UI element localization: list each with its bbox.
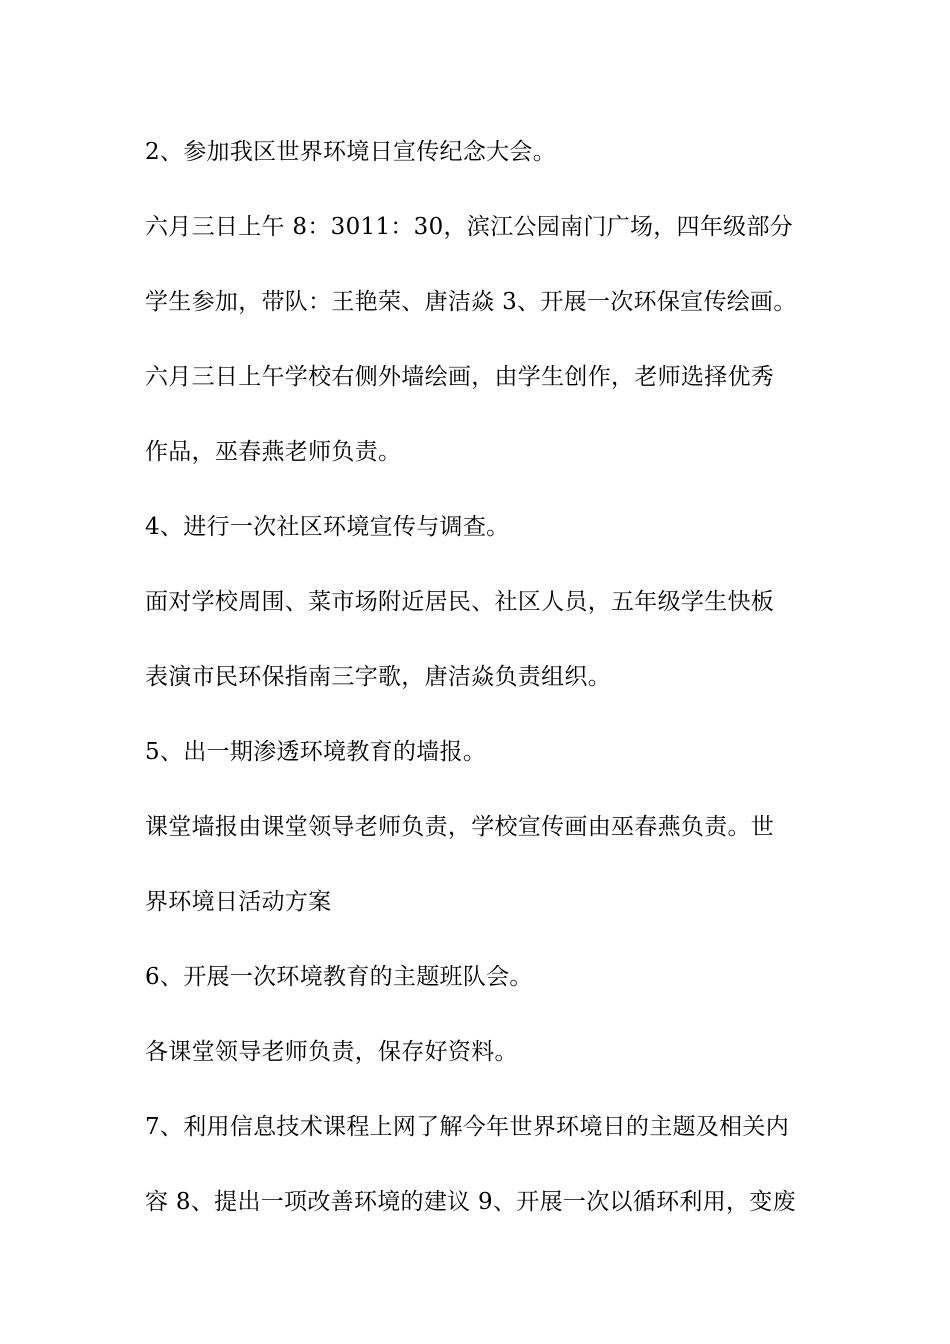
text-line: 课堂墙报由课堂领导老师负责，学校宣传画由巫春燕负责。世: [145, 814, 775, 840]
text-line: 学生参加，带队：王艳荣、唐洁焱 3、开展一次环保宣传绘画。: [145, 289, 797, 315]
text-line: 表演市民环保指南三字歌，唐洁焱负责组织。: [145, 664, 611, 690]
text-line: 界环境日活动方案: [145, 889, 332, 915]
text-line: 容 8、提出一项改善环境的建议 9、开展一次以循环利用，变废: [145, 1189, 796, 1215]
text-line: 面对学校周围、菜市场附近居民、社区人员，五年级学生快板: [145, 589, 775, 615]
text-line: 6、开展一次环境教育的主题班队会。: [145, 964, 533, 990]
text-line: 4、进行一次社区环境宣传与调查。: [145, 514, 510, 540]
text-line: 7、利用信息技术课程上网了解今年世界环境日的主题及相关内: [145, 1114, 790, 1140]
text-line: 各课堂领导老师负责，保存好资料。: [145, 1039, 518, 1065]
text-line: 六月三日上午 8：3011：30，滨江公园南门广场，四年级部分: [145, 214, 794, 240]
text-line: 六月三日上午学校右侧外墙绘画，由学生创作，老师选择优秀: [145, 364, 775, 390]
text-line: 2、参加我区世界环境日宣传纪念大会。: [145, 139, 557, 165]
text-line: 5、出一期渗透环境教育的墙报。: [145, 739, 487, 765]
text-line: 作品，巫春燕老师负责。: [145, 439, 402, 465]
